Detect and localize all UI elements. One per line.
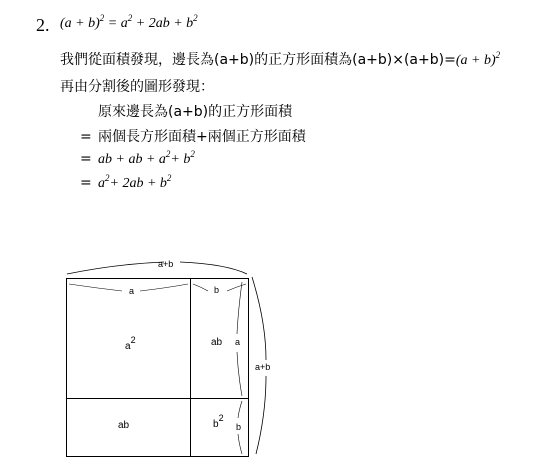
cell-a-squared-base: a (125, 341, 131, 352)
formula-equals: = (107, 16, 118, 31)
formula-lhs: (a + b) (60, 16, 100, 31)
equals-sign: = (80, 175, 92, 191)
sum-terms-tail: + b (170, 152, 191, 167)
cell-b-squared-base: b (213, 419, 219, 430)
segment-label-top-b: b (214, 285, 220, 295)
explanation-line-split: 再由分割後的圖形發現： (60, 79, 214, 95)
segment-label-top-a: a (129, 286, 135, 296)
explanation-line-original: 原來邊長為(a+b)的正方形面積 (98, 104, 293, 120)
segment-label-right-b: b (236, 422, 242, 432)
formula-term-b2-exponent: 2 (193, 13, 198, 23)
identity-formula (60, 13, 198, 32)
formula-term-a2: a (120, 16, 128, 31)
equals-sign: = (80, 129, 92, 145)
diagram-drawing (56, 192, 276, 463)
cell-label-ab-right: ab (211, 337, 223, 348)
formula-term-2ab: 2ab (148, 16, 170, 31)
top-brace (67, 262, 247, 274)
result-mid: + 2ab + b (109, 176, 167, 191)
cell-label-ab-bottom: ab (118, 420, 130, 431)
explanation-line-area-text: 我們從面積發現，邊長為(a+b)的正方形面積為(a+b)×(a+b)= (60, 52, 456, 68)
formula-plus-1: + (135, 16, 146, 31)
result-exponent-1: 2 (105, 173, 110, 183)
explanation-line-area (60, 49, 500, 69)
sum-terms-exponent-2: 2 (190, 149, 195, 159)
formula-plus-2: + (173, 16, 183, 31)
equals-sign: = (80, 151, 92, 167)
formula-term-a2-exponent: 2 (127, 13, 133, 23)
right-brace-label: a+b (255, 362, 271, 372)
top-brace-label: a+b (158, 259, 174, 269)
item-number: 2. (36, 15, 50, 35)
cell-label-a-squared (125, 335, 136, 352)
cell-b-squared-exponent: 2 (218, 413, 224, 423)
formula-term-b2: b (186, 16, 194, 31)
explanation-line-sum-words (80, 126, 306, 146)
explanation-line-result (80, 175, 171, 192)
formula-lhs-exponent: 2 (99, 13, 105, 23)
sum-words-text: 兩個長方形面積+兩個正方形面積 (98, 129, 306, 145)
sum-terms-math: ab + ab + a (98, 152, 166, 167)
result-exponent-2: 2 (166, 173, 172, 183)
explanation-line-area-exponent: 2 (495, 50, 501, 60)
result-term-a: a (98, 176, 105, 191)
square-area-diagram (56, 192, 276, 463)
cell-label-b-squared (213, 413, 224, 430)
cell-a-squared-exponent: 2 (130, 335, 136, 345)
segment-label-right-a: a (235, 337, 241, 347)
explanation-line-sum-terms (80, 151, 195, 168)
top-b-brace (193, 284, 246, 291)
sum-terms-exponent-1: 2 (165, 149, 171, 159)
explanation-line-area-math: (a + b) (455, 53, 496, 68)
